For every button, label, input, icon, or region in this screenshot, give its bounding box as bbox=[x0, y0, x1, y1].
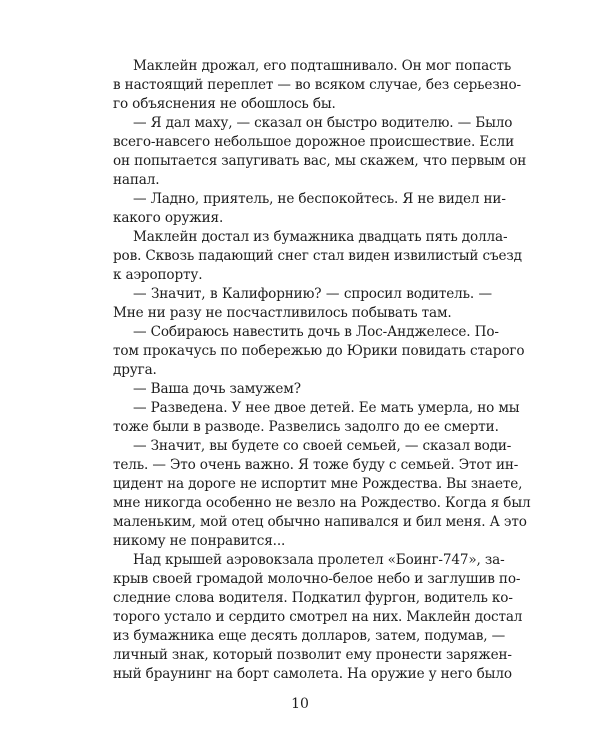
text-line: — Ладно, приятель, не беспокойтесь. Я не видел ни- bbox=[133, 191, 506, 207]
text-line: в настоящий переплет — во всяком случае, без серьезно- bbox=[113, 77, 521, 93]
text-line: торого устало и сердито смотрел на них. Маклейн достал bbox=[113, 609, 523, 625]
text-line: крыв своей громадой молочно-белое небо и заглушив по- bbox=[113, 571, 521, 587]
text-line: — Собираюсь навестить дочь в Лос-Анджелесе. По- bbox=[133, 324, 499, 340]
text-line: — Значит, вы будете со своей семьей, — сказал води- bbox=[133, 438, 512, 454]
text-line: ров. Сквозь падающий снег стал виден извилистый съезд bbox=[113, 248, 522, 264]
page-number: 10 bbox=[291, 696, 309, 712]
text-line: напал. bbox=[113, 172, 160, 188]
text-line: — Я дал маху, — сказал он быстро водителю. — Было bbox=[133, 115, 513, 131]
text-line: какого оружия. bbox=[113, 210, 224, 226]
text-line: том прокачусь по побережью до Юрики повидать старого bbox=[113, 343, 525, 359]
text-line: маленьким, мой отец обычно напивался и бил меня. А это bbox=[113, 514, 527, 530]
text-line: друга. bbox=[113, 362, 157, 378]
text-line: мне никогда особенно не везло на Рождество. Когда я был bbox=[113, 495, 531, 511]
text-line: Мне ни разу не посчастливилось побывать там. bbox=[113, 305, 452, 321]
text-line: никому не понравится... bbox=[113, 533, 286, 549]
text-line: Маклейн дрожал, его подташнивало. Он мог попасть bbox=[133, 58, 512, 74]
text-line: Над крышей аэровокзала пролетел «Боинг-747», за- bbox=[133, 552, 505, 568]
text-line: он попытается запугивать вас, мы скажем, что первым он bbox=[113, 153, 527, 169]
text-line: тель. — Это очень важно. Я тоже буду с семьей. Этот ин- bbox=[113, 457, 519, 473]
text-line: — Значит, в Калифорнию? — спросил водитель. — bbox=[133, 286, 492, 302]
text-line: ный браунинг на борт самолета. На оружие у него было bbox=[113, 666, 512, 682]
text-line: личный знак, который позволит ему пронести заряжен- bbox=[113, 647, 512, 663]
text-line: из бумажника еще десять долларов, затем, подумав, — bbox=[113, 628, 506, 644]
text-line: всего-навсего небольшое дорожное происшествие. Если bbox=[113, 134, 514, 150]
text-line: к аэропорту. bbox=[113, 267, 203, 283]
text-line: тоже были в разводе. Развелись задолго до ее смерти. bbox=[113, 419, 499, 435]
text-line: го объяснения не обошлось бы. bbox=[113, 96, 336, 112]
text-line: следние слова водителя. Подкатил фургон, водитель ко- bbox=[113, 590, 513, 606]
text-line: Маклейн достал из бумажника двадцать пять долла- bbox=[133, 229, 508, 245]
text-line: — Ваша дочь замужем? bbox=[133, 381, 301, 397]
text-line: цидент на дороге не испортит мне Рождества. Вы знаете, bbox=[113, 476, 523, 492]
text-line: — Разведена. У нее двое детей. Ее мать умерла, но мы bbox=[133, 400, 520, 416]
